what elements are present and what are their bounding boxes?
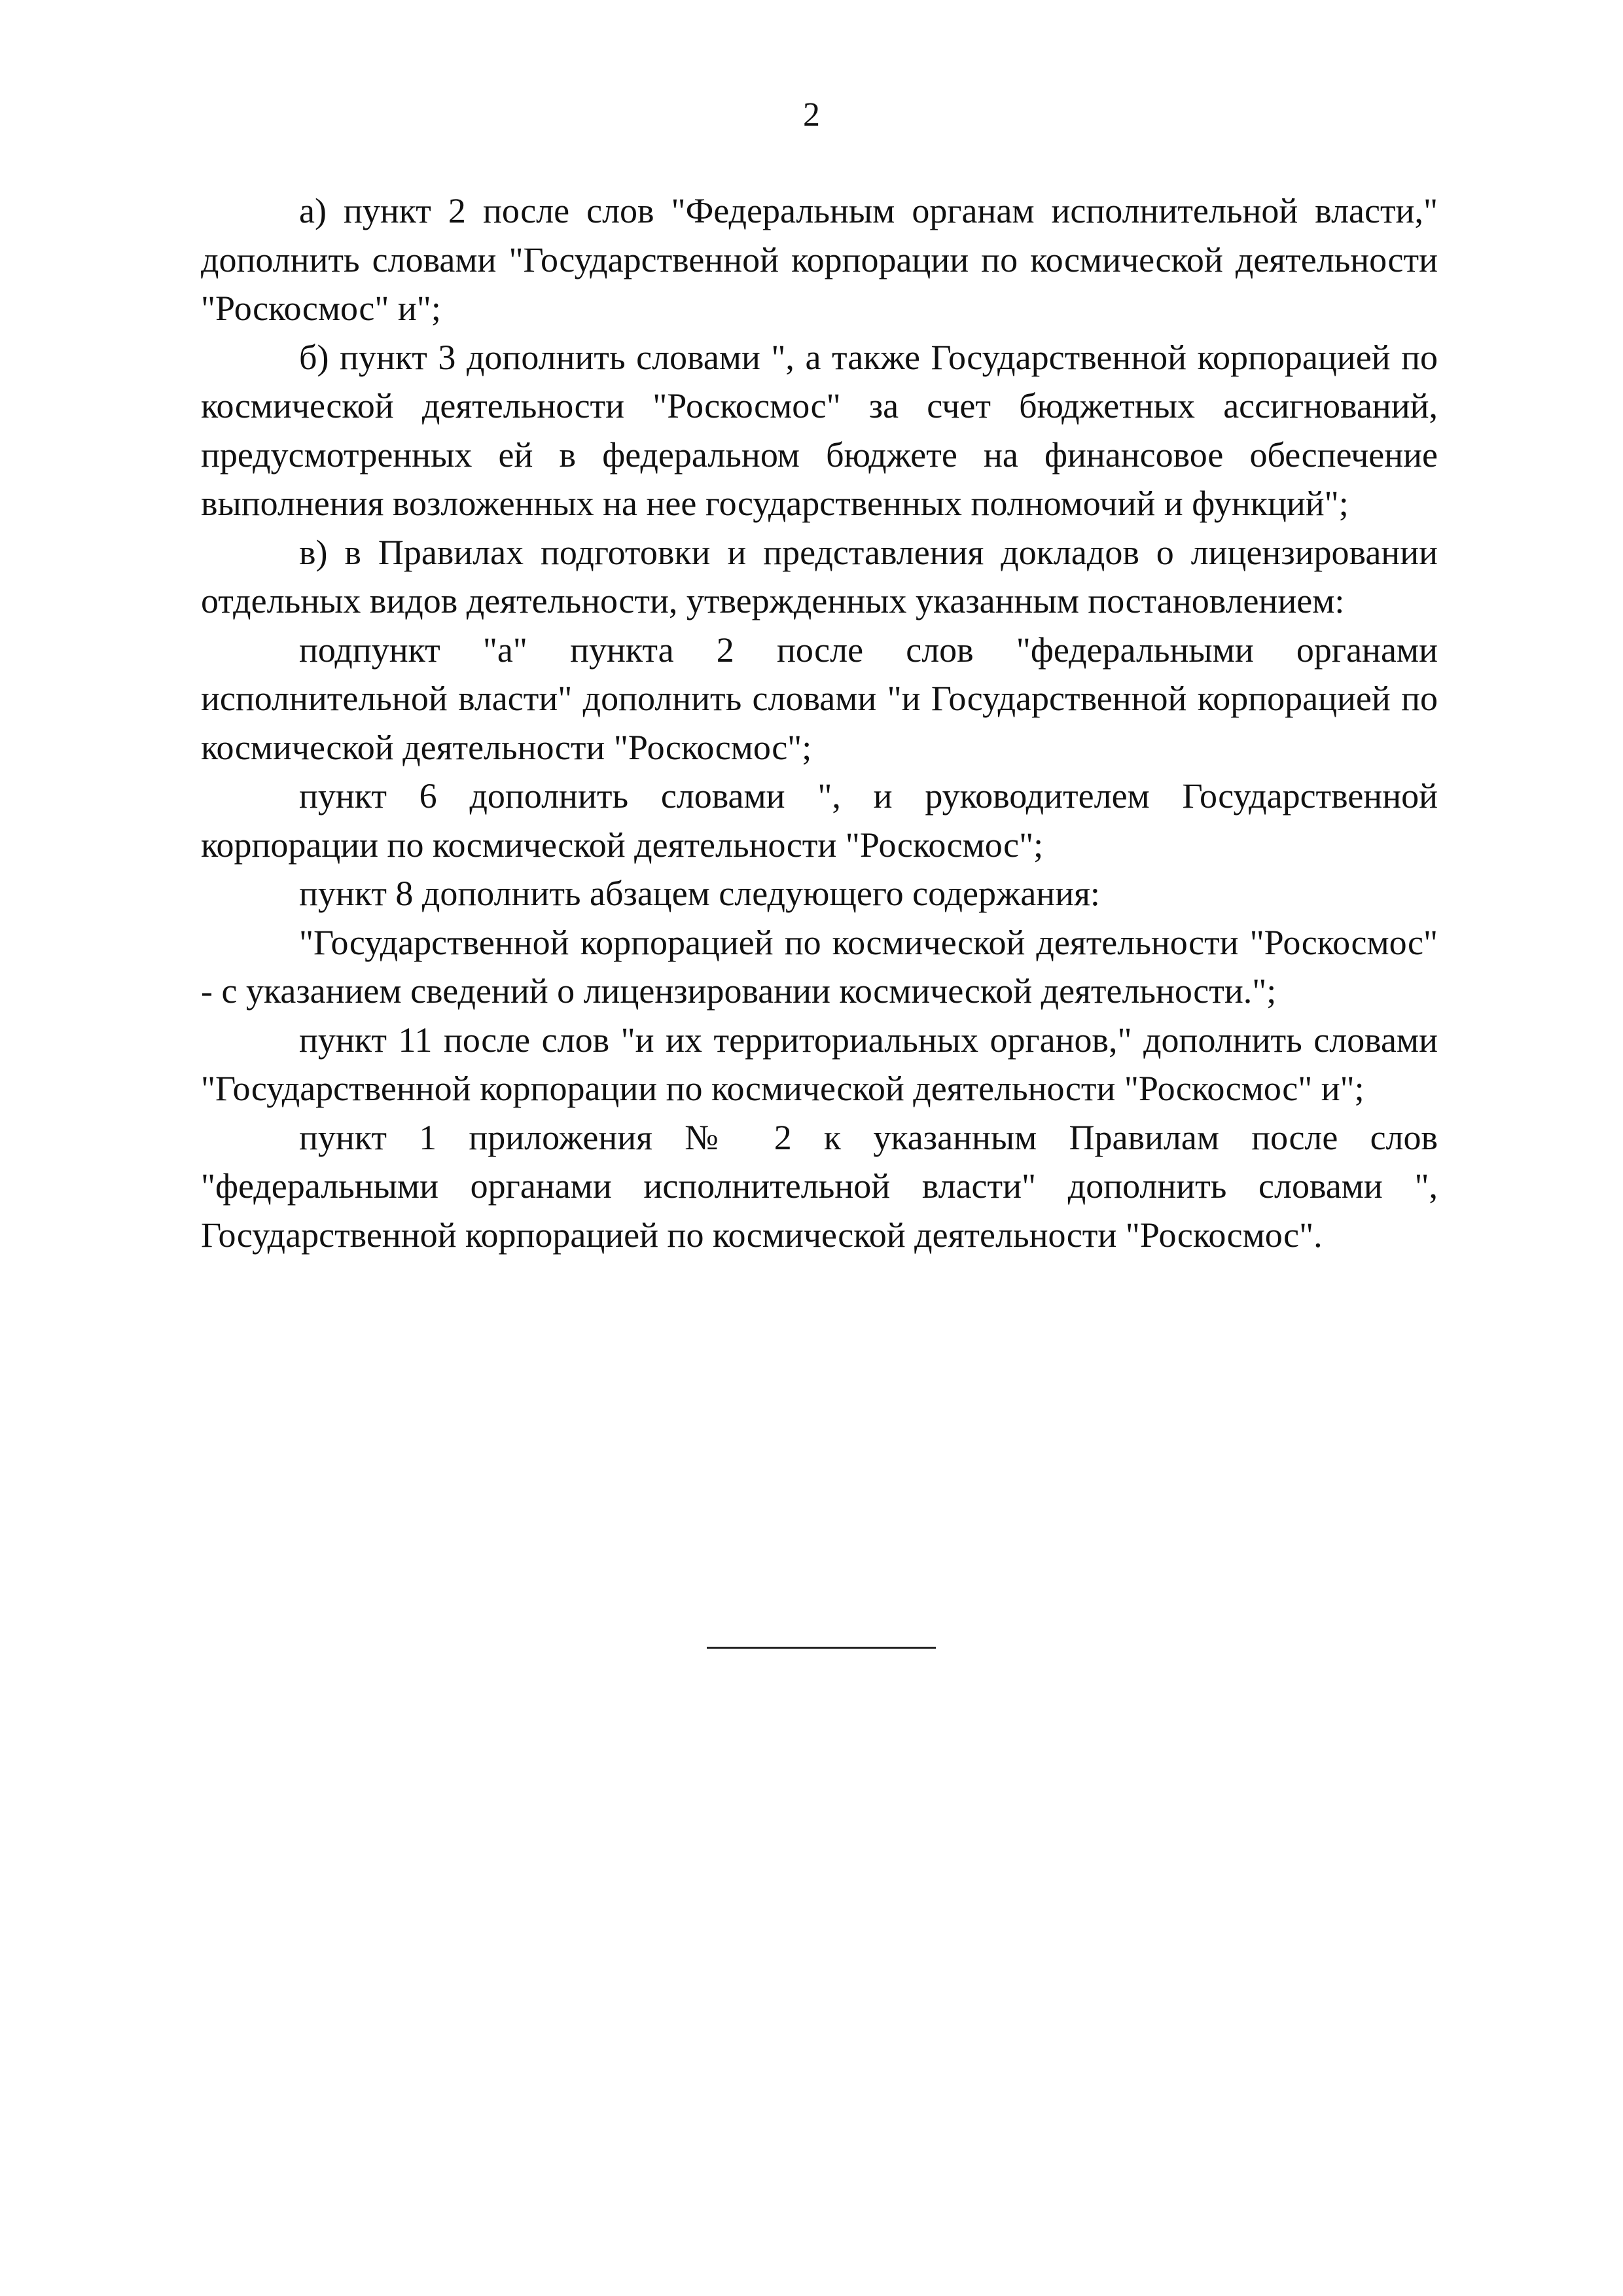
paragraph-a: а) пункт 2 после слов "Федеральным органам исполнительной власти," дополнить словами "Государственной корпорации по космической деятельности "Роскосмос" и"; bbox=[201, 191, 1438, 328]
paragraph-b: б) пункт 3 дополнить словами ", а также Государственной корпорацией по космической деятельности "Роскосмос" за счет бюджетных ассигнований, предусмотренных ей в федеральном бюджете на финансовое обеспечение выполнения возложенных на нее государственных полномочий и функций"; bbox=[201, 337, 1438, 523]
page-number: 2 bbox=[803, 96, 820, 134]
paragraph-point-8-text: "Государственной корпорацией по космической деятельности "Роскосмос" - с указанием сведений о лицензировании космической деятельности."; bbox=[201, 922, 1438, 1011]
end-separator-line bbox=[707, 1647, 936, 1649]
document-body bbox=[201, 187, 1438, 1259]
paragraph-point-8: пункт 8 дополнить абзацем следующего содержания: bbox=[299, 874, 1100, 913]
paragraph-point-11: пункт 11 после слов "и их территориальных органов," дополнить словами "Государственной корпорации по космической деятельности "Роскосмос" и"; bbox=[201, 1020, 1438, 1108]
paragraph-subpoint-a: подпункт "а" пункта 2 после слов "федеральными органами исполнительной власти" дополнить словами "и Государственной корпорацией по космической деятельности "Роскосмос"; bbox=[201, 630, 1438, 767]
paragraph-point-1-appendix: пункт 1 приложения № 2 к указанным Правилам после слов "федеральными органами исполнительной власти" дополнить словами ", Государственной корпорацией по космической деятельности "Роскосмос". bbox=[201, 1117, 1438, 1255]
paragraph-point-6: пункт 6 дополнить словами ", и руководителем Государственной корпорации по космической деятельности "Роскосмос"; bbox=[201, 776, 1438, 865]
paragraph-v: в) в Правилах подготовки и представления докладов о лицензировании отдельных видов деятельности, утвержденных указанным постановлением: bbox=[201, 532, 1438, 620]
